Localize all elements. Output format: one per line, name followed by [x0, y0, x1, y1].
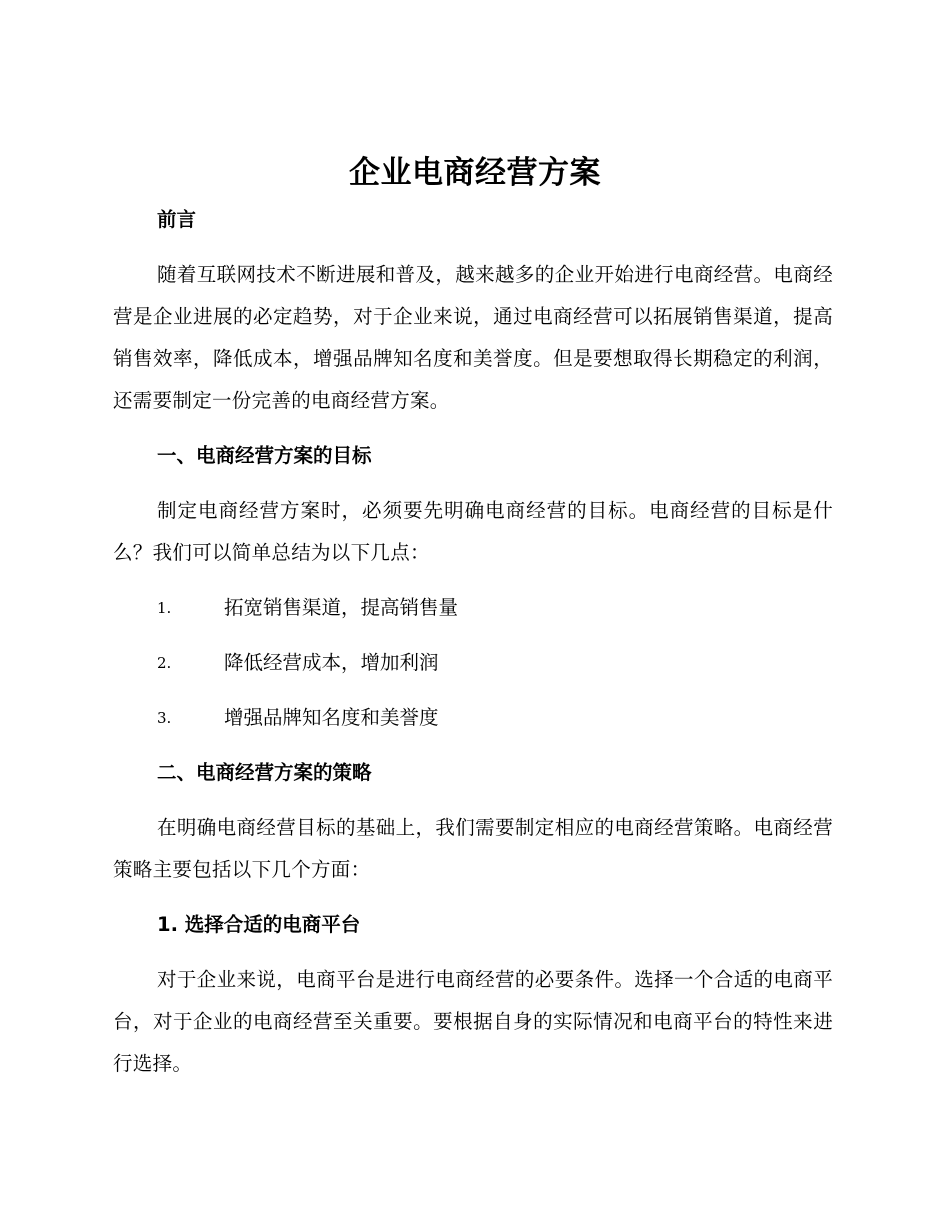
goals-heading: 一、电商经营方案的目标: [157, 444, 372, 467]
preface-heading: 前言: [157, 208, 197, 231]
goal-list-item: [157, 648, 439, 678]
list-text: 拓宽销售渠道，提高销售量: [224, 596, 459, 619]
list-text: 降低经营成本，增加利润: [224, 651, 439, 674]
document-title: 企业电商经营方案: [349, 155, 601, 191]
platform-subheading: 1. 选择合适的电商平台: [157, 913, 361, 936]
list-number: 2.: [157, 654, 172, 672]
goal-list-item: [157, 703, 439, 733]
preface-paragraph: 随着互联网技术不断进展和普及，越来越多的企业开始进行电商经营。电商经营是企业进展的必定趋势，对于企业来说，通过电商经营可以拓展销售渠道，提高销售效率，降低成本，增强品牌知名度和美誉度。但是要想取得长期稳定的利润，还需要制定一份完善的电商经营方案。: [113, 263, 833, 412]
strategy-heading: 二、电商经营方案的策略: [157, 761, 372, 784]
platform-paragraph: 对于企业来说，电商平台是进行电商经营的必要条件。选择一个合适的电商平台，对于企业的电商经营至关重要。要根据自身的实际情况和电商平台的特性来进行选择。: [113, 968, 833, 1075]
goal-list-item: [157, 593, 458, 623]
list-number: 1.: [157, 599, 172, 617]
list-number: 3.: [157, 709, 172, 727]
strategy-paragraph: 在明确电商经营目标的基础上，我们需要制定相应的电商经营策略。电商经营策略主要包括以下几个方面：: [113, 816, 833, 881]
list-text: 增强品牌知名度和美誉度: [224, 706, 439, 729]
goals-paragraph: 制定电商经营方案时，必须要先明确电商经营的目标。电商经营的目标是什么？我们可以简单总结为以下几点：: [113, 499, 833, 564]
